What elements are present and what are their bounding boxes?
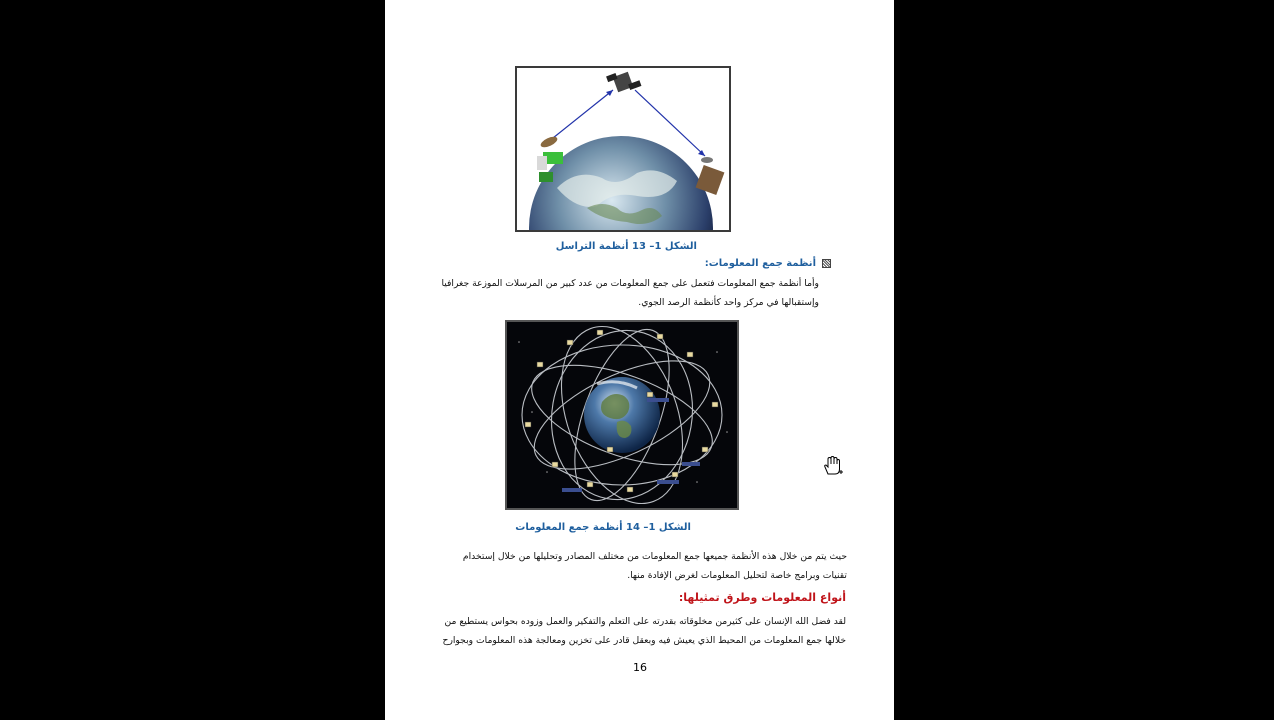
document-page[interactable]	[385, 0, 894, 720]
page-number: 16	[633, 661, 647, 674]
section-heading-text: أنظمة جمع المعلومات:	[704, 258, 816, 269]
paragraph-1-line-1: وأما أنظمة جمع المعلومات فتعمل على جمع المعلومات من عدد كبير من المرسلات الموزعة جغرافيا	[441, 278, 819, 289]
figure-data-collection-systems	[505, 320, 739, 510]
information-types-heading: أنواع المعلومات وطرق تمثيلها:	[678, 591, 846, 604]
paragraph-3-line-1: لقد فضل الله الإنسان على كثيرمن مخلوقاته بقدرته على التعلم والتفكير والعمل وزوده بحواس يستطيع من	[444, 616, 846, 627]
paragraph-2-line-2: تقنيات وبرامج خاصة لتحليل المعلومات لغرض الإفادة منها.	[627, 570, 847, 581]
hand-cursor-icon	[820, 454, 844, 478]
paragraph-1-line-2: وإستقبالها في مركز واحد كأنظمة الرصد الجوي.	[638, 297, 819, 308]
paragraph-3-line-2: خلالها جمع المعلومات من المحيط الذي يعيش فيه وبعقل قادر على تخزين ومعالجة هذه المعلومات وبجوارح	[442, 635, 846, 646]
checkbox-bullet-icon	[822, 259, 831, 268]
section-heading-data-collection	[705, 258, 831, 269]
paragraph-3	[432, 612, 846, 650]
figure2-caption: الشكل 1– 14 أنظمة جمع المعلومات	[515, 522, 691, 533]
earth-satellite-illustration	[517, 68, 729, 230]
right-edge-strip	[1274, 0, 1280, 720]
paragraph-1	[429, 274, 819, 312]
figure1-caption: الشكل 1– 13 أنظمة التراسل	[555, 241, 697, 252]
satellite-constellation-illustration	[507, 322, 737, 508]
satellite-icon	[606, 72, 641, 93]
paragraph-2	[432, 547, 847, 585]
figure-communication-systems	[515, 66, 731, 232]
paragraph-2-line-1: حيث يتم من خلال هذه الأنظمة جميعها جمع المعلومات من مختلف المصادر وتحليلها من خلال إستخدام	[462, 551, 847, 562]
